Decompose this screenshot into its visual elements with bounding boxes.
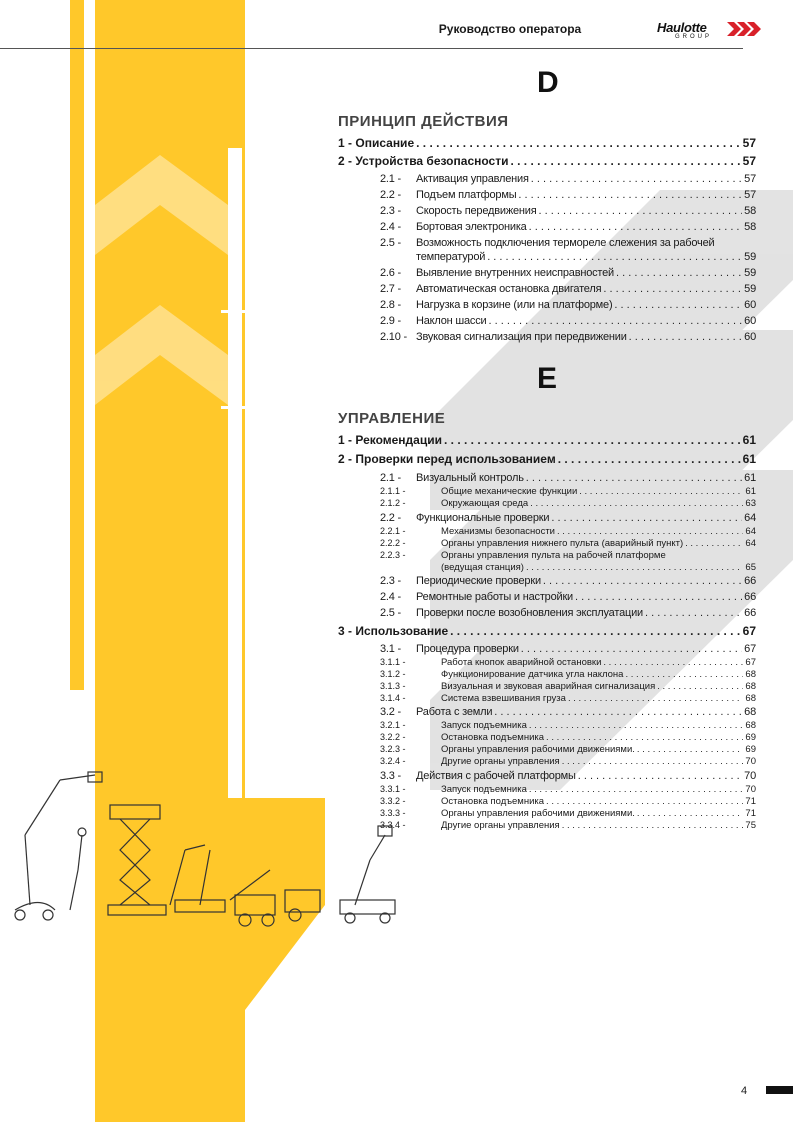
toc-subentry[interactable]: 2.4 - Ремонтные работы и настройки . . . 66 bbox=[380, 591, 756, 603]
toc-entry[interactable]: 3 - Использование . . . 67 bbox=[338, 624, 756, 638]
toc-subsubentry[interactable]: 3.2.1 - Запуск подъемника . . . 68 bbox=[380, 720, 756, 731]
toc-subsubentry[interactable]: 3.2.2 - Остановка подъемника . . . 69 bbox=[380, 732, 756, 743]
toc-subentry[interactable]: 2.5 - Возможность подключения термореле слежения за рабочей bbox=[380, 237, 715, 249]
logo-group: GROUP bbox=[675, 34, 713, 40]
chevrons-icon bbox=[727, 22, 767, 36]
toc-subentry[interactable]: 2.4 - Бортовая электроника . . . 58 bbox=[380, 221, 756, 233]
toc-entry[interactable]: 1 - Рекомендации . . . 61 bbox=[338, 433, 756, 447]
toc-subentry[interactable]: 2.1 - Визуальный контроль . . . 61 bbox=[380, 472, 756, 484]
toc-subsubentry[interactable]: 2.1.2 - Окружающая среда . . . 63 bbox=[380, 498, 756, 509]
toc-subsubentry[interactable]: 3.3.2 - Остановка подъемника . . . 71 bbox=[380, 796, 756, 807]
toc-entry[interactable]: 2 - Устройства безопасности . . . 57 bbox=[338, 154, 756, 168]
header-title: Руководство оператора bbox=[438, 22, 582, 36]
toc-subentry[interactable]: 2.3 - Периодические проверки . . . 66 bbox=[380, 575, 756, 587]
section-letter-e: E bbox=[537, 362, 559, 395]
toc-subentry[interactable]: 2.10 - Звуковая сигнализация при передвижении . . . 60 bbox=[380, 331, 756, 343]
toc-subentry[interactable]: 2.3 - Скорость передвижения . . . 58 bbox=[380, 205, 756, 217]
toc-subsubentry[interactable]: 3.2.4 - Другие органы управления . . . 70 bbox=[380, 756, 756, 767]
section-letter-d: D bbox=[537, 66, 560, 99]
section-title-e: УПРАВЛЕНИЕ bbox=[338, 410, 446, 427]
toc-subsubentry[interactable]: 2.1.1 - Общие механические функции . . . 61 bbox=[380, 486, 756, 497]
toc-subentry[interactable]: 2.2 - Подъем платформы . . . 57 bbox=[380, 189, 756, 201]
toc-subsubentry[interactable]: 2.2.2 - Органы управления нижнего пульта (аварийный пункт) . . . 64 bbox=[380, 538, 756, 549]
page-number: 4 bbox=[741, 1085, 748, 1097]
toc-entry[interactable]: 2 - Проверки перед использованием . . . 61 bbox=[338, 452, 756, 466]
section-title-d: ПРИНЦИП ДЕЙСТВИЯ bbox=[338, 113, 509, 130]
toc-subsubentry[interactable]: 3.3.1 - Запуск подъемника . . . 70 bbox=[380, 784, 756, 795]
toc-subentry[interactable]: 2.2 - Функциональные проверки . . . 64 bbox=[380, 512, 756, 524]
toc-subsubentry[interactable]: 3.3.3 - Органы управления рабочими движениями. . . . 71 bbox=[380, 808, 756, 819]
toc-subsubentry-continuation[interactable]: (ведущая станция) . . . 65 bbox=[441, 562, 756, 573]
toc-subsubentry[interactable]: 3.2.3 - Органы управления рабочими движениями. . . . 69 bbox=[380, 744, 756, 755]
toc-subsubentry[interactable]: 3.1.3 - Визуальная и звуковая аварийная сигнализация . . . 68 bbox=[380, 681, 756, 692]
toc-subentry[interactable]: 2.5 - Проверки после возобновления эксплуатации . . . 66 bbox=[380, 607, 756, 619]
toc-subsubentry[interactable]: 2.2.3 - Органы управления пульта на рабочей платформе bbox=[380, 550, 666, 561]
toc-subsubentry[interactable]: 3.1.4 - Система взвешивания груза . . . 68 bbox=[380, 693, 756, 704]
toc-subsubentry[interactable]: 3.3.4 - Другие органы управления . . . 75 bbox=[380, 820, 756, 831]
toc-subentry[interactable]: 3.2 - Работа с земли . . . 68 bbox=[380, 706, 756, 718]
toc-subentry[interactable]: 2.9 - Наклон шасси . . . 60 bbox=[380, 315, 756, 327]
toc-subsubentry[interactable]: 3.1.2 - Функционирование датчика угла наклона . . . 68 bbox=[380, 669, 756, 680]
toc-subentry[interactable]: 2.8 - Нагрузка в корзине (или на платформе) . . . 60 bbox=[380, 299, 756, 311]
toc-subentry[interactable]: 2.1 - Активация управления . . . 57 bbox=[380, 173, 756, 185]
toc-subsubentry[interactable]: 3.1.1 - Работа кнопок аварийной остановки . . . 67 bbox=[380, 657, 756, 668]
toc-subentry[interactable]: 3.1 - Процедура проверки . . . 67 bbox=[380, 643, 756, 655]
toc-subentry[interactable]: 3.3 - Действия с рабочей платформы . . . 70 bbox=[380, 770, 756, 782]
toc-subentry[interactable]: 2.7 - Автоматическая остановка двигателя . . . 59 bbox=[380, 283, 756, 295]
toc-entry[interactable]: 1 - Описание . . . 57 bbox=[338, 136, 756, 150]
logo-name: Haulotte bbox=[657, 20, 707, 35]
toc-subentry-continuation[interactable]: температурой . . . 59 bbox=[416, 251, 756, 263]
page-number-bar bbox=[766, 1086, 793, 1094]
haulotte-logo bbox=[657, 20, 767, 46]
toc-subsubentry[interactable]: 2.2.1 - Механизмы безопасности . . . 64 bbox=[380, 526, 756, 537]
header-divider bbox=[0, 48, 743, 49]
toc-subentry[interactable]: 2.6 - Выявление внутренних неисправностей . . . 59 bbox=[380, 267, 756, 279]
